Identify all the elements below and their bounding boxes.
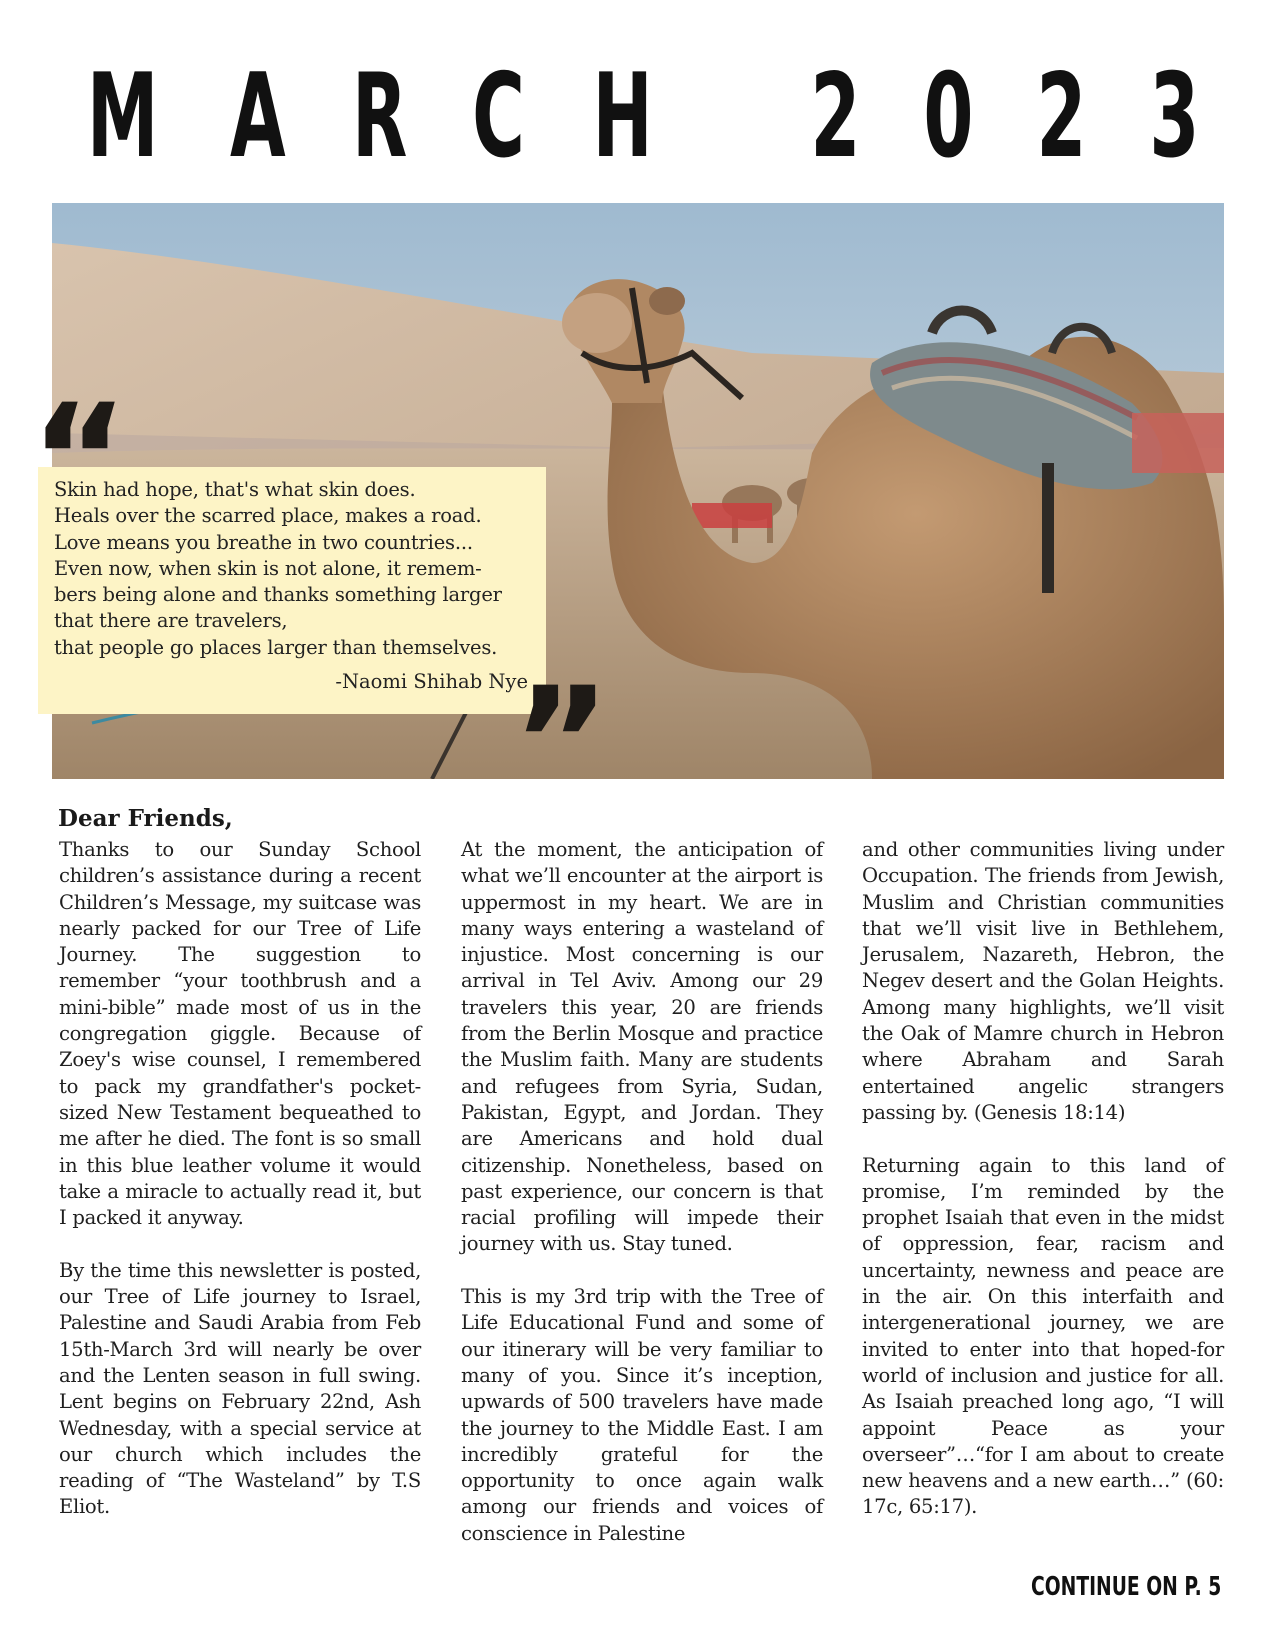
- quote-line: bers being alone and thanks something larger: [54, 583, 502, 607]
- masthead-letter: M: [86, 49, 159, 184]
- continue-link[interactable]: CONTINUE ON P. 5: [1030, 1572, 1221, 1602]
- masthead-letter: A: [229, 49, 286, 184]
- masthead-letter: 3: [1149, 49, 1200, 184]
- quote-line: Skin had hope, that's what skin does.: [54, 478, 416, 501]
- quote-line: Even now, when skin is not alone, it remem-: [54, 556, 482, 580]
- quote-line: that there are travelers,: [54, 609, 288, 633]
- quote-line: that people go places larger than themselves.: [54, 635, 498, 659]
- letter-greeting: Dear Friends,: [58, 805, 233, 832]
- masthead-letter: 2: [810, 49, 861, 184]
- quote-line: Heals over the scarred place, makes a road.: [54, 504, 482, 528]
- masthead-title: [65, 49, 1215, 184]
- paragraph: Thanks to our Sunday School children’s assistance during a recent Children’s Message, my suitcase was nearly packed for our Tree of Life Journey. The suggestion to remember “your toothbrush and a mini-bible” made most of us in the congregation giggle. Because of Zoey's wise counsel, I remembered to pack my grandfather's pocket-sized New Testament bequeathed to me after he died. The font is so small in this blue leather volume it would take a miracle to actually read it, but I packed it anyway.: [59, 838, 421, 1230]
- paragraph: Returning again to this land of promise, I’m reminded by the prophet Isaiah that even in the midst of oppression, fear, racism and uncertainty, newness and peace are in the air. On this interfaith and intergenerational journey, we are invited to enter into that hoped-for world of inclusion and justice for all. As Isaiah preached long ago, “I will appoint Peace as your overseer”…“for I am about to create new heavens and a new earth…” (60: 17c, 65:17).: [862, 1153, 1224, 1519]
- quote-author: -Naomi Shihab Nye: [335, 670, 528, 693]
- masthead-letter: 0: [923, 49, 974, 184]
- column-1: [59, 837, 421, 1547]
- open-quote-icon: “: [30, 373, 129, 547]
- masthead-letter: H: [592, 49, 653, 184]
- paragraph: At the moment, the anticipation of what we’ll encounter at the airport is uppermost in my heart. We are in many ways entering a wasteland of injustice. Most concerning is our arrival in Tel Aviv. Among our 29 travelers this year, 20 are friends from the Berlin Mosque and practice the Muslim faith. Many are students and refugees from Syria, Sudan, Pakistan, Egypt, and Jordan. They are Americans and hold dual citizenship. Nonetheless, based on past experience, our concern is that racial profiling will impede their journey with us. Stay tuned.: [461, 838, 823, 1256]
- column-2: [461, 837, 823, 1573]
- quote-line: Love means you breathe in two countries...: [54, 530, 473, 554]
- paragraph: and other communities living under Occupation. The friends from Jewish, Muslim and Christian communities that we’ll visit live in Bethlehem, Jerusalem, Nazareth, Hebron, the Negev desert and the Golan Heights. Among many highlights, we’ll visit the Oak of Mamre church in Hebron where Abraham and Sarah entertained angelic strangers passing by. (Genesis 18:14): [862, 838, 1224, 1124]
- paragraph: This is my 3rd trip with the Tree of Life Educational Fund and some of our itinerary will be very familiar to many of you. Since it’s inception, upwards of 500 travelers have made the journey to the Middle East. I am incredibly grateful for the opportunity to once again walk among our friends and voices of conscience in Palestine: [461, 1285, 823, 1545]
- masthead-letter: R: [351, 49, 408, 184]
- masthead-letter: 2: [1036, 49, 1087, 184]
- masthead-letter: C: [472, 49, 526, 184]
- column-3: [862, 837, 1224, 1547]
- paragraph: By the time this newsletter is posted, our Tree of Life journey to Israel, Palestine and Saudi Arabia from Feb 15th-March 3rd will nearly be over and the Lenten season in full swing. Lent begins on February 22nd, Ash Wednesday, with a special service at our church which includes the reading of “The Wasteland” by T.S Eliot.: [59, 1258, 421, 1519]
- close-quote-icon: ”: [512, 656, 611, 830]
